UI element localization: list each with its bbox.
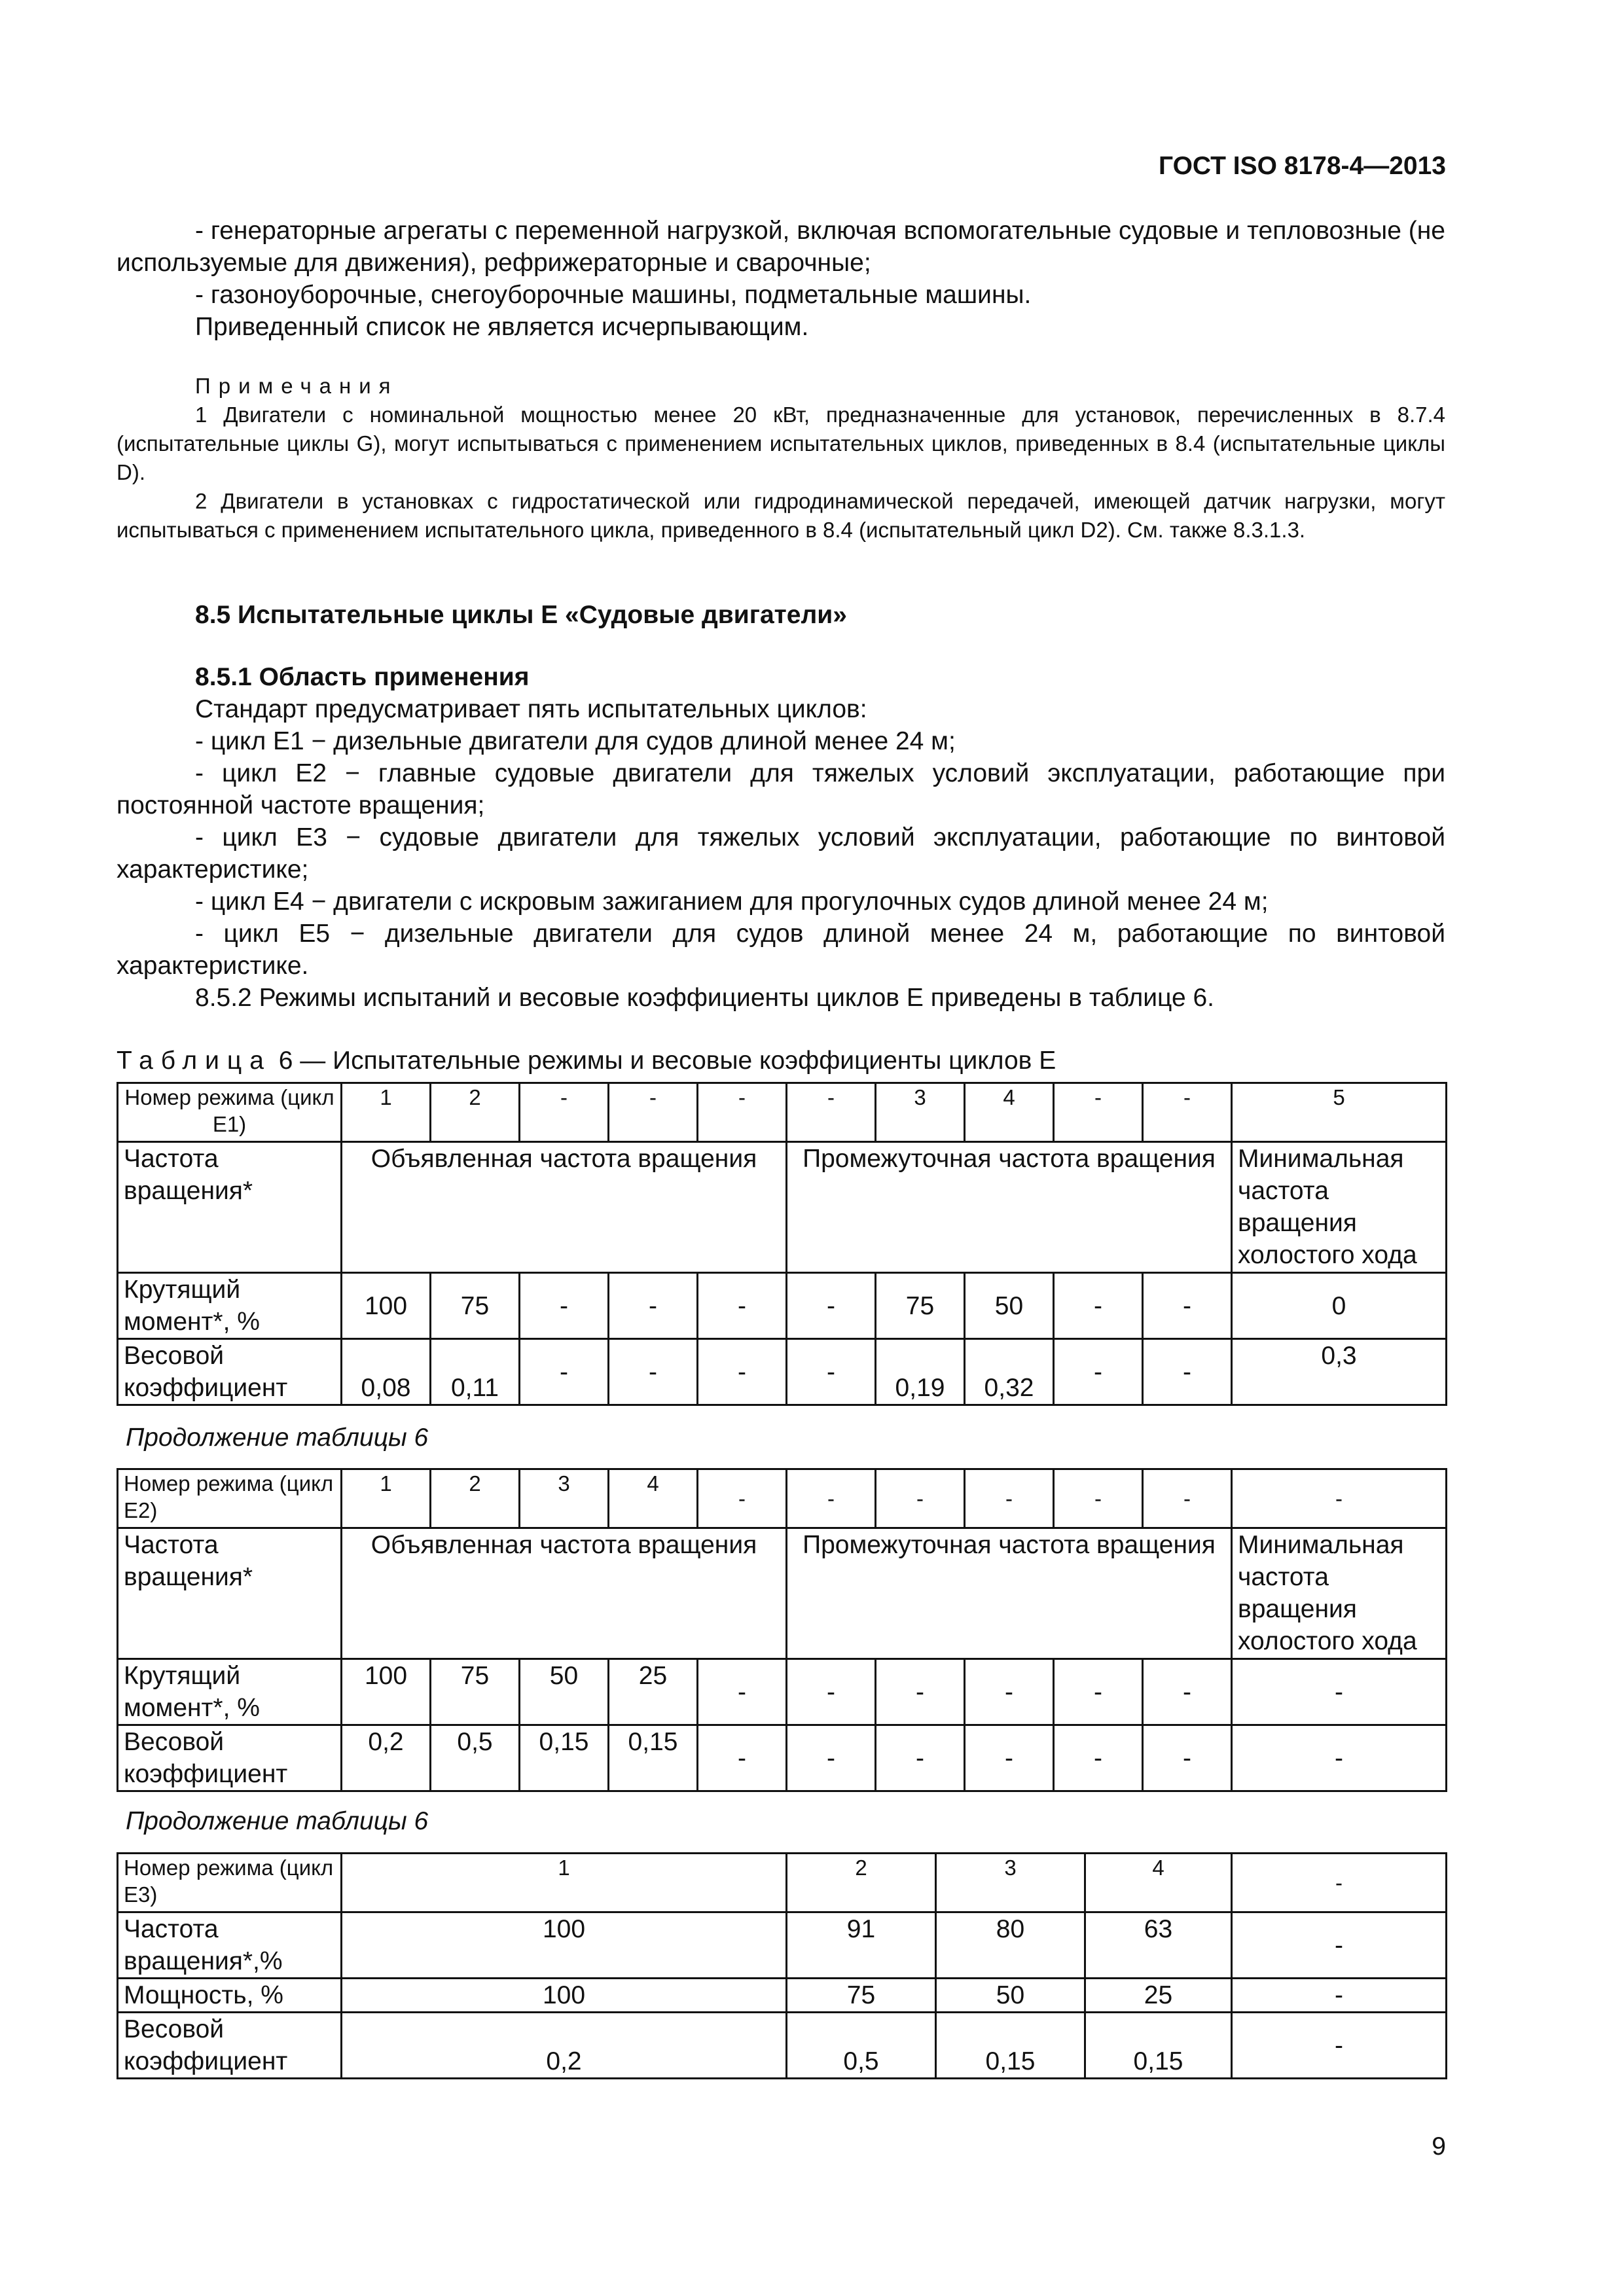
- note-item: 1 Двигатели с номинальной мощностью менее 20 кВт, предназначенные для установок, перечисленных в 8.7.4 (испытательные циклы G), могут испытываться с применением испытательных циклов, приведенных в 8.4 (испытательные циклы D).: [117, 403, 1445, 484]
- torque-cell: -: [520, 1273, 609, 1339]
- speed-cell: 91: [787, 1912, 936, 1979]
- weight-label: Весовой коэффициент: [118, 1339, 342, 1405]
- continuation-label: Продолжение таблицы 6: [126, 1807, 429, 1835]
- speed-label: Частота вращения*: [118, 1142, 342, 1273]
- table-row: [118, 2013, 1447, 2079]
- torque-cell: -: [876, 1659, 965, 1725]
- mode-label: Номер режима (цикл Е3): [118, 1854, 342, 1912]
- torque-cell: -: [698, 1273, 787, 1339]
- torque-cell: -: [787, 1273, 876, 1339]
- weight-cell: -: [520, 1339, 609, 1405]
- mode-cell: 4: [609, 1469, 698, 1528]
- mode-cell: 1: [342, 1083, 431, 1142]
- speed-cell: -: [1232, 1912, 1447, 1979]
- weight-cell: -: [965, 1725, 1054, 1791]
- weight-cell: 0,15: [936, 2013, 1085, 2079]
- intro-line: Приведенный список не является исчерпывающим.: [195, 313, 809, 341]
- table-row: [118, 1528, 1447, 1659]
- mode-cell: 3: [520, 1469, 609, 1528]
- torque-cell: -: [1054, 1273, 1143, 1339]
- mode-cell: 5: [1232, 1083, 1447, 1142]
- mode-cell: -: [698, 1083, 787, 1142]
- mode-cell: 3: [936, 1854, 1085, 1912]
- note-item: 2 Двигатели в установках с гидростатической или гидродинамической передачей, имеющей датчик нагрузки, могут испытываться с применением испытательного цикла, приведенного в 8.4 (испытательный цикл D2). См. также 8.3.1.3.: [117, 489, 1445, 542]
- weight-cell: 0,08: [342, 1339, 431, 1405]
- section-line: 8.5.2 Режимы испытаний и весовые коэффициенты циклов Е приведены в таблице 6.: [195, 984, 1215, 1012]
- mode-cell: -: [1143, 1083, 1232, 1142]
- mode-label: Номер режима (цикл Е2): [118, 1469, 342, 1528]
- mode-cell: 2: [787, 1854, 936, 1912]
- torque-cell: 75: [876, 1273, 965, 1339]
- mode-cell: -: [1054, 1469, 1143, 1528]
- weight-cell: -: [876, 1725, 965, 1791]
- speed-label: Частота вращения*: [118, 1528, 342, 1659]
- speed-cell: 63: [1085, 1912, 1232, 1979]
- standard-header: ГОСТ ISO 8178-4—2013: [1159, 152, 1446, 180]
- torque-cell: -: [1054, 1659, 1143, 1725]
- table-row: [118, 1854, 1447, 1912]
- mode-cell: -: [1232, 1469, 1447, 1528]
- section-line: - цикл Е2 − главные судовые двигатели для тяжелых условий эксплуатации, работающие при постоянной частоте вращения;: [117, 759, 1445, 819]
- section-line: Стандарт предусматривает пять испытательных циклов:: [195, 695, 867, 723]
- weight-cell: 0,19: [876, 1339, 965, 1405]
- section-line: - цикл Е3 − судовые двигатели для тяжелых условий эксплуатации, работающие по винтовой характеристике;: [117, 823, 1445, 884]
- torque-cell: 50: [520, 1659, 609, 1725]
- section-line: - цикл Е1 − дизельные двигатели для судов длиной менее 24 м;: [195, 727, 956, 755]
- mode-cell: -: [1232, 1854, 1447, 1912]
- power-cell: 25: [1085, 1979, 1232, 2013]
- weight-cell: 0,2: [342, 1725, 431, 1791]
- table-row: [118, 1273, 1447, 1339]
- page-number: 9: [1432, 2132, 1446, 2161]
- power-cell: 75: [787, 1979, 936, 2013]
- speed-declared: Объявленная частота вращения: [342, 1528, 787, 1659]
- weight-label: Весовой коэффициент: [118, 1725, 342, 1791]
- torque-cell: -: [965, 1659, 1054, 1725]
- table-row: [118, 1912, 1447, 1979]
- weight-cell: -: [787, 1339, 876, 1405]
- caption-text: 6 — Испытательные режимы и весовые коэффициенты циклов Е: [278, 1047, 1056, 1075]
- table-row: [118, 1469, 1447, 1528]
- torque-cell: 50: [965, 1273, 1054, 1339]
- power-label: Мощность, %: [118, 1979, 342, 2013]
- weight-cell: -: [1232, 1725, 1447, 1791]
- intro-line: - газоноуборочные, снегоуборочные машины, подметальные машины.: [195, 281, 1032, 309]
- mode-cell: 4: [1085, 1854, 1232, 1912]
- weight-cell: 0,5: [431, 1725, 520, 1791]
- weight-cell: -: [1143, 1339, 1232, 1405]
- mode-cell: 3: [876, 1083, 965, 1142]
- weight-cell: -: [1143, 1725, 1232, 1791]
- torque-cell: 0: [1232, 1273, 1447, 1339]
- torque-cell: 25: [609, 1659, 698, 1725]
- mode-cell: -: [876, 1469, 965, 1528]
- mode-cell: -: [1054, 1083, 1143, 1142]
- torque-cell: -: [1143, 1273, 1232, 1339]
- weight-label: Весовой коэффициент: [118, 2013, 342, 2079]
- section-heading-block: [117, 599, 1445, 631]
- table-row: [118, 1339, 1447, 1405]
- table-row: [118, 1083, 1447, 1142]
- speed-idle: Минимальная частота вращения холостого хода: [1232, 1142, 1447, 1273]
- continuation-label: Продолжение таблицы 6: [126, 1424, 429, 1452]
- table-row: [118, 1979, 1447, 2013]
- mode-cell: 2: [431, 1083, 520, 1142]
- table-caption: [117, 1045, 1445, 1077]
- mode-cell: -: [609, 1083, 698, 1142]
- section-body: [117, 661, 1445, 1014]
- mode-cell: 4: [965, 1083, 1054, 1142]
- speed-cell: 100: [342, 1912, 787, 1979]
- mode-cell: 1: [342, 1854, 787, 1912]
- weight-cell: -: [1054, 1339, 1143, 1405]
- power-cell: -: [1232, 1979, 1447, 2013]
- speed-label: Частота вращения*,%: [118, 1912, 342, 1979]
- weight-cell: 0,32: [965, 1339, 1054, 1405]
- table-e1-wrap: [117, 1082, 1445, 1406]
- speed-declared: Объявленная частота вращения: [342, 1142, 787, 1273]
- intro-block: [117, 215, 1445, 343]
- table-e3-wrap: [117, 1852, 1445, 2079]
- notes-title: Примечания: [195, 374, 399, 398]
- mode-cell: -: [787, 1083, 876, 1142]
- subsection-heading: 8.5.1 Область применения: [195, 663, 530, 691]
- torque-cell: -: [609, 1273, 698, 1339]
- section-line: - цикл Е5 − дизельные двигатели для судов длиной менее 24 м, работающие по винтовой характеристике.: [117, 920, 1445, 980]
- weight-cell: 0,11: [431, 1339, 520, 1405]
- power-cell: 50: [936, 1979, 1085, 2013]
- speed-idle: Минимальная частота вращения холостого хода: [1232, 1528, 1447, 1659]
- mode-cell: 2: [431, 1469, 520, 1528]
- table-e2-wrap: [117, 1468, 1445, 1792]
- weight-cell: -: [787, 1725, 876, 1791]
- torque-cell: 75: [431, 1273, 520, 1339]
- torque-label: Крутящий момент*, %: [118, 1659, 342, 1725]
- torque-cell: -: [1143, 1659, 1232, 1725]
- caption-label: Таблица: [117, 1047, 272, 1075]
- torque-cell: -: [698, 1659, 787, 1725]
- table-row: [118, 1725, 1447, 1791]
- mode-label: Номер режима (цикл Е1): [118, 1083, 342, 1142]
- weight-cell: -: [1054, 1725, 1143, 1791]
- mode-cell: -: [1143, 1469, 1232, 1528]
- section-heading: 8.5 Испытательные циклы Е «Судовые двигатели»: [195, 601, 847, 629]
- weight-cell: -: [698, 1339, 787, 1405]
- notes-block: [117, 372, 1445, 545]
- weight-cell: 0,3: [1232, 1339, 1447, 1405]
- weight-cell: -: [1232, 2013, 1447, 2079]
- weight-cell: -: [698, 1725, 787, 1791]
- weight-cell: 0,5: [787, 2013, 936, 2079]
- table-row: [118, 1142, 1447, 1273]
- power-cell: 100: [342, 1979, 787, 2013]
- torque-cell: -: [1232, 1659, 1447, 1725]
- speed-intermediate: Промежуточная частота вращения: [787, 1528, 1232, 1659]
- torque-cell: -: [787, 1659, 876, 1725]
- torque-cell: 75: [431, 1659, 520, 1725]
- torque-label: Крутящий момент*, %: [118, 1273, 342, 1339]
- intro-line: - генераторные агрегаты с переменной нагрузкой, включая вспомогательные судовые и тепловозные (не используемые для движения), рефрижераторные и сварочные;: [117, 217, 1445, 277]
- section-line: - цикл Е4 − двигатели с искровым зажиганием для прогулочных судов длиной менее 24 м;: [195, 888, 1269, 916]
- weight-cell: -: [609, 1339, 698, 1405]
- table-e1: [117, 1082, 1447, 1406]
- speed-cell: 80: [936, 1912, 1085, 1979]
- speed-intermediate: Промежуточная частота вращения: [787, 1142, 1232, 1273]
- torque-cell: 100: [342, 1273, 431, 1339]
- mode-cell: -: [965, 1469, 1054, 1528]
- torque-cell: 100: [342, 1659, 431, 1725]
- weight-cell: 0,15: [609, 1725, 698, 1791]
- table-row: [118, 1659, 1447, 1725]
- weight-cell: 0,15: [520, 1725, 609, 1791]
- table-e2: [117, 1468, 1447, 1792]
- table-e3: [117, 1852, 1447, 2079]
- weight-cell: 0,15: [1085, 2013, 1232, 2079]
- mode-cell: 1: [342, 1469, 431, 1528]
- weight-cell: 0,2: [342, 2013, 787, 2079]
- mode-cell: -: [698, 1469, 787, 1528]
- mode-cell: -: [787, 1469, 876, 1528]
- mode-cell: -: [520, 1083, 609, 1142]
